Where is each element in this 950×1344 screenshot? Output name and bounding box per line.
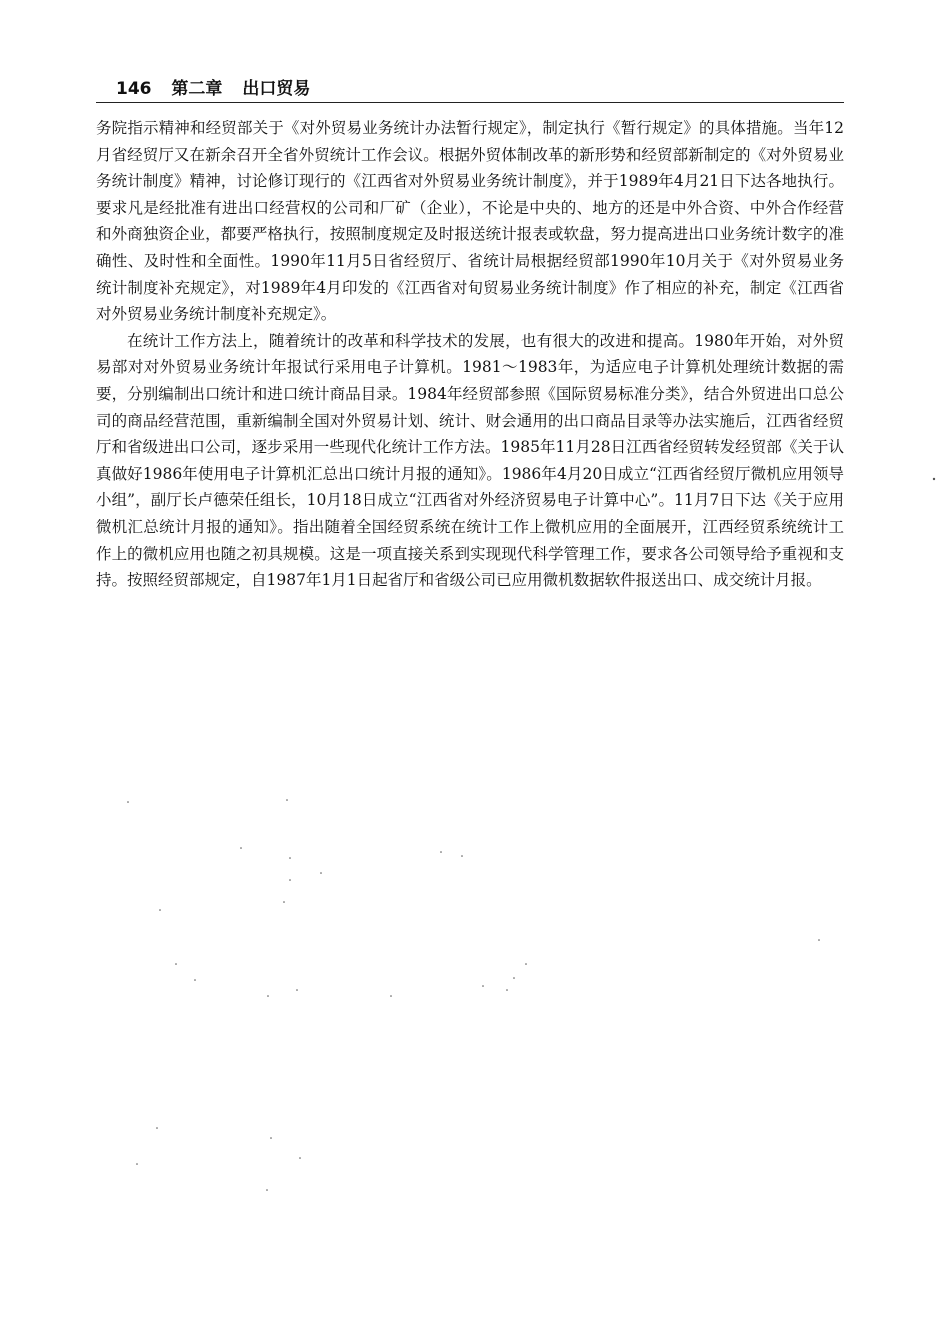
scan-speck	[440, 851, 442, 853]
scan-speck	[283, 901, 285, 903]
scan-speck	[818, 939, 820, 941]
running-header	[116, 74, 844, 104]
scan-speck	[461, 855, 463, 857]
scan-speck	[289, 857, 291, 859]
scan-speck	[482, 985, 484, 987]
body-text	[96, 115, 844, 594]
chapter-label: 第二章	[171, 79, 223, 99]
scan-speck	[159, 909, 161, 911]
paragraph-statistics-methods: 在统计工作方法上，随着统计的改革和科学技术的发展，也有很大的改进和提高。1980年开始，对外贸易部对对外贸易业务统计年报试行采用电子计算机。1981～1983年，为适应电子计算机处理统计数据的需要，分别编制出口统计和进口统计商品目录。1984年经贸部参照《国际贸易标准分类》，结合外贸进出口总公司的商品经营范围，重新编制全国对外贸易计划、统计、财会通用的出口商品目录等办法实施后，江西省经贸厅和省级进出口公司，逐步采用一些现代化统计工作方法。1985年11月28日江西省经贸转发经贸部《关于认真做好1986年使用电子计算机汇总出口统计月报的通知》。1986年4月20日成立“江西省经贸厅微机应用领导小组”，副厅长卢德荣任组长，10月18日成立“江西省对外经济贸易电子计算中心”。11月7日下达《关于应用微机汇总统计月报的通知》。指出随着全国经贸系统在统计工作上微机应用的全面展开，江西经贸系统统计工作上的微机应用也随之初具规模。这是一项直接关系到实现现代科学管理工作，要求各公司领导给予重视和支持。按照经贸部规定，自1987年1月1日起省厅和省级公司已应用微机数据软件报送出口、成交统计月报。	[96, 331, 844, 590]
scan-speck	[296, 989, 298, 991]
scan-speck	[136, 1163, 138, 1165]
scan-speck	[299, 1157, 301, 1159]
scan-speck	[240, 847, 242, 849]
scan-speck	[127, 801, 129, 803]
chapter-title: 出口贸易	[242, 79, 311, 99]
header-rule	[96, 102, 844, 103]
page-number: 146	[116, 79, 152, 99]
scan-speck	[266, 1189, 268, 1191]
scan-speck	[525, 963, 527, 965]
scan-speck	[194, 979, 196, 981]
scan-speck	[390, 995, 392, 997]
scan-speck	[156, 1127, 158, 1129]
scan-speck	[267, 995, 269, 997]
scan-speck	[175, 963, 177, 965]
scan-speck	[286, 799, 288, 801]
scan-speck	[320, 872, 322, 874]
paragraph-continued: 务院指示精神和经贸部关于《对外贸易业务统计办法暂行规定》，制定执行《暂行规定》的具体措施。当年12月省经贸厅又在新余召开全省外贸统计工作会议。根据外贸体制改革的新形势和经贸部新制定的《对外贸易业务统计制度》精神，讨论修订现行的《江西省对外贸易业务统计制度》，并于1989年4月21日下达各地执行。要求凡是经批准有进出口经营权的公司和厂矿（企业），不论是中央的、地方的还是中外合资、中外合作经营和外商独资企业，都要严格执行，按照制度规定及时报送统计报表或软盘，努力提高进出口业务统计数字的准确性、及时性和全面性。1990年11月5日省经贸厅、省统计局根据经贸部1990年10月关于《对外贸易业务统计制度补充规定》，对1989年4月印发的《江西省对旬贸易业务统计制度》作了相应的补充，制定《江西省对外贸易业务统计制度补充规定》。	[96, 119, 844, 324]
scan-speck	[270, 1137, 272, 1139]
scan-speck	[506, 989, 508, 991]
scan-speck	[933, 478, 935, 480]
scan-speck	[513, 977, 515, 979]
scan-speck	[289, 879, 291, 881]
